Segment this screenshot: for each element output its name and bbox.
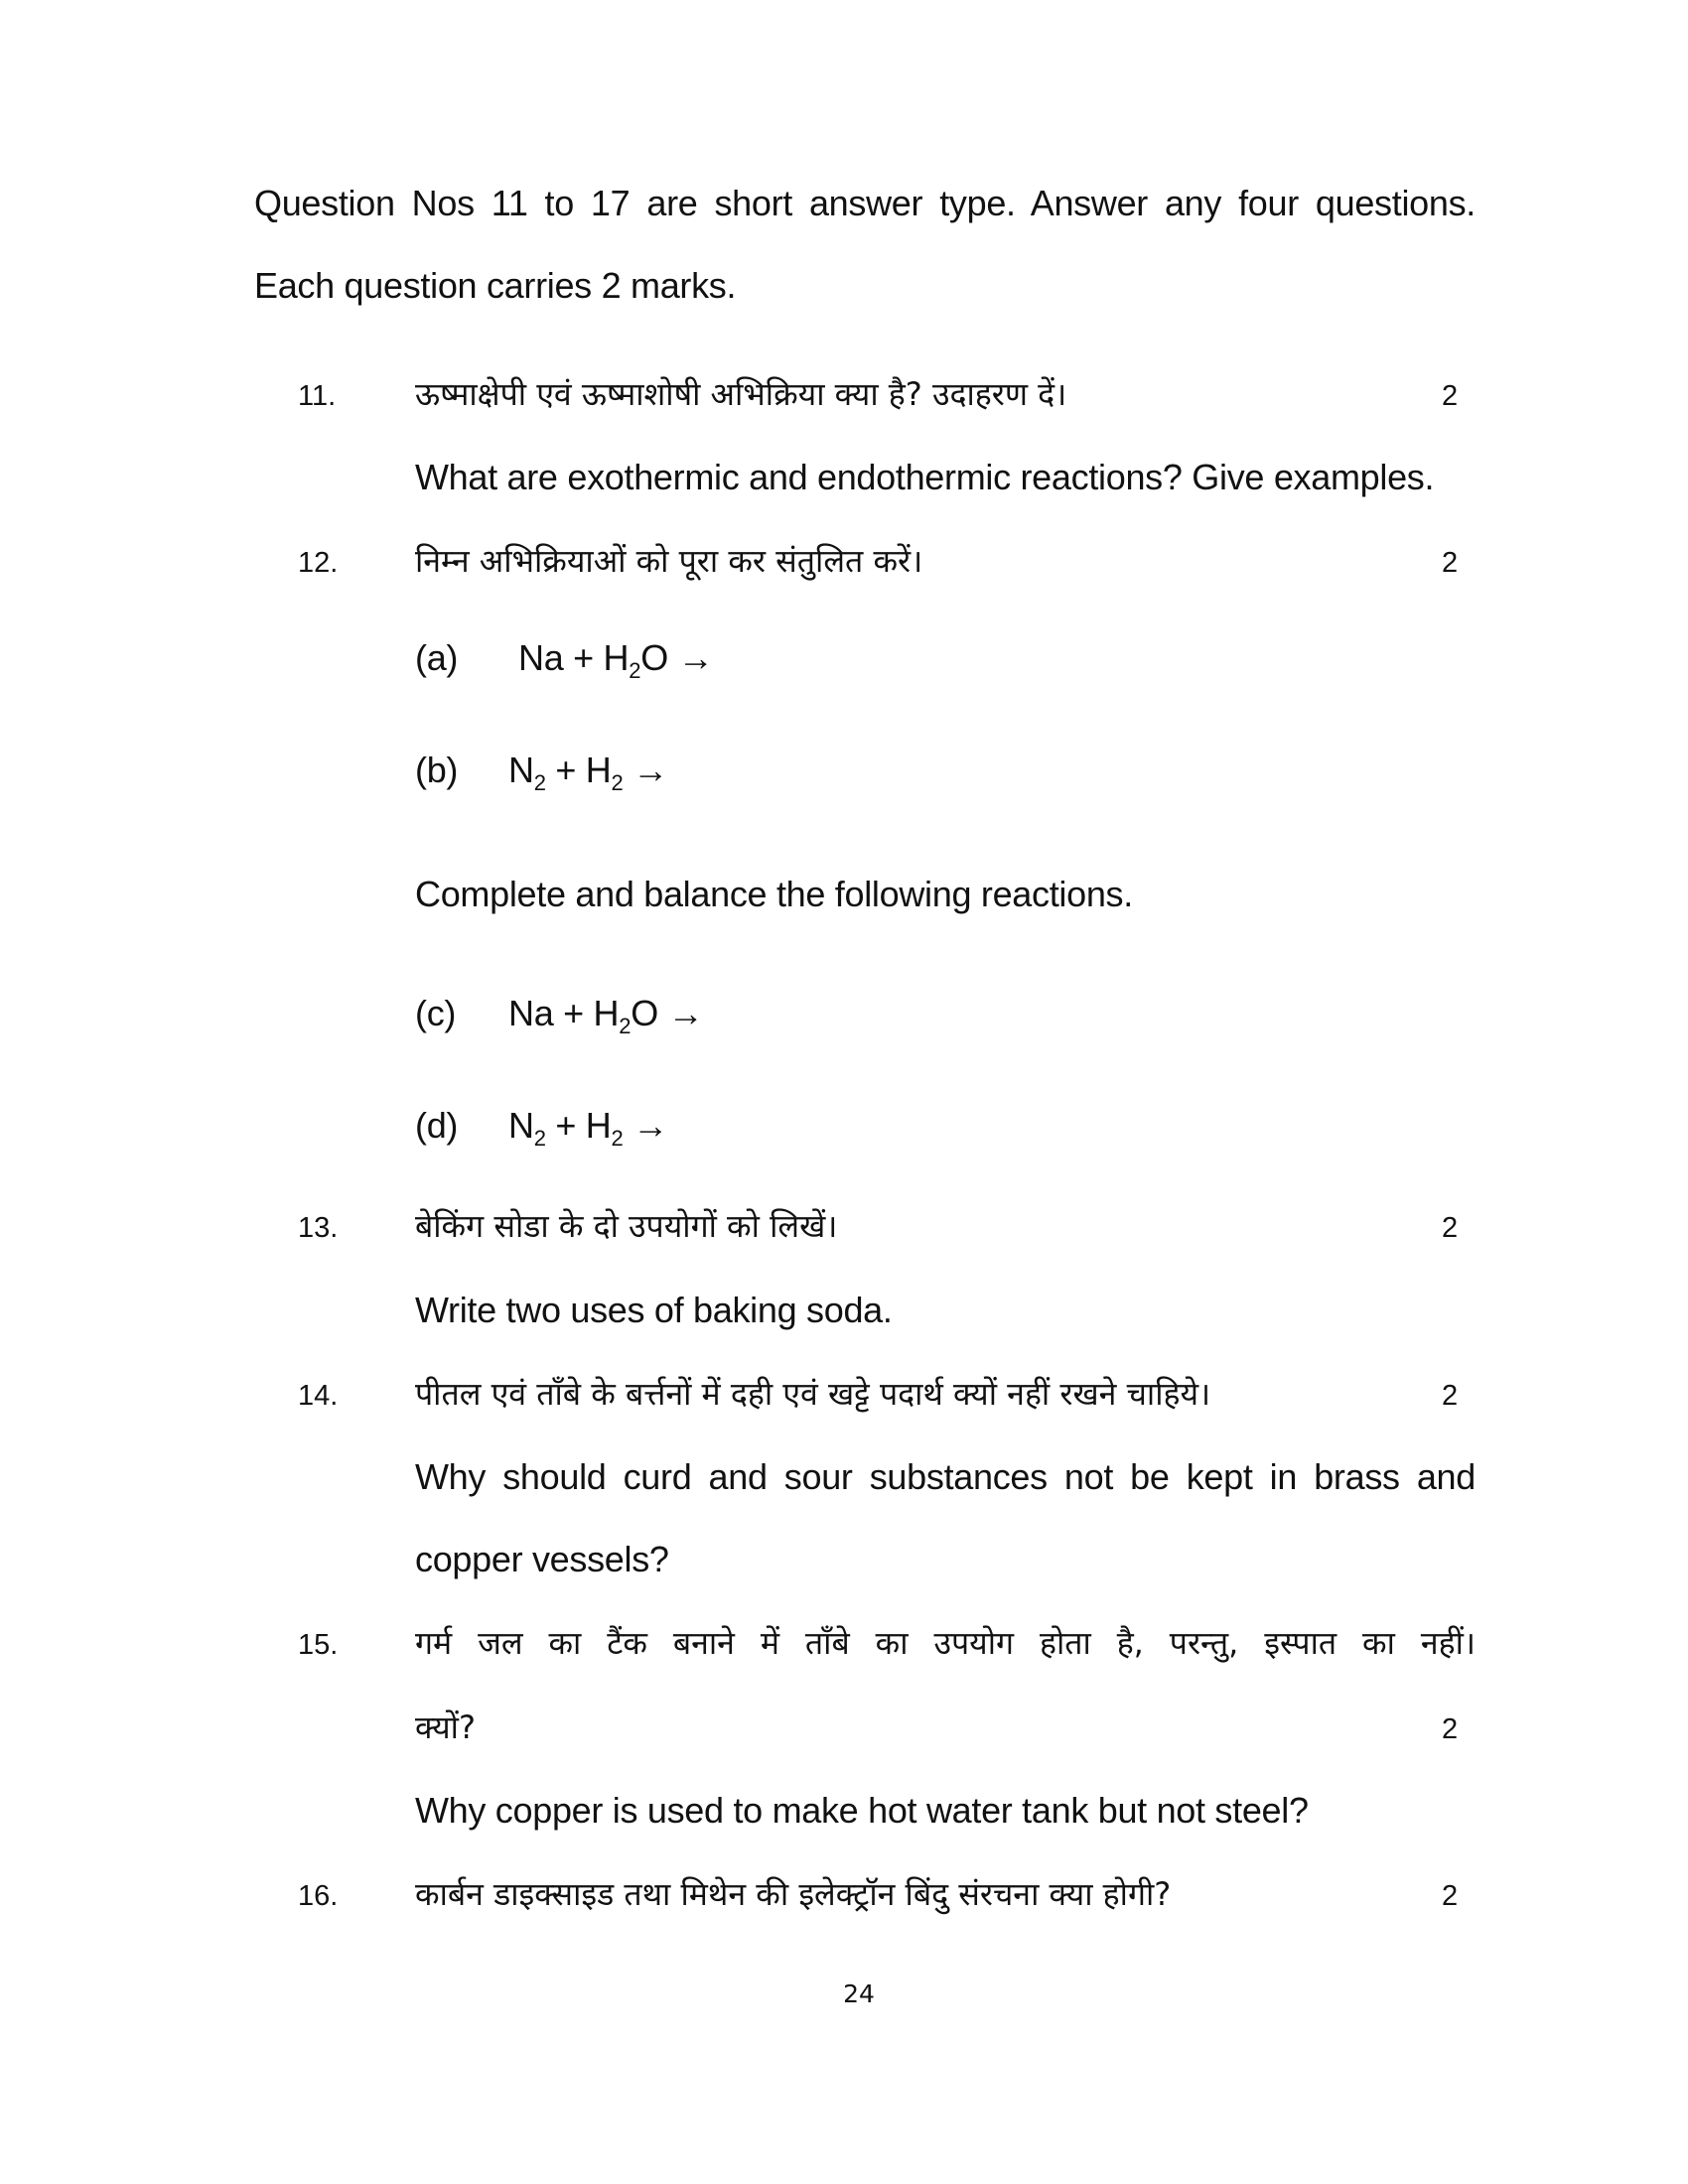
question-number: 14. (298, 1380, 339, 1412)
question-text-hindi: निम्न अभिक्रियाओं को पूरा कर संतुलित करें। (415, 542, 923, 580)
question-number: 15. (298, 1629, 339, 1661)
instructions-line-1: Question Nos 11 to 17 are short answer type. Answer any four questions. (254, 183, 1476, 223)
question-text-english-line-2: copper vessels? (415, 1539, 669, 1579)
question-number: 13. (298, 1212, 339, 1244)
question-marks: 2 (1442, 547, 1459, 579)
reaction-formula: $Na + H_2O$ → (518, 637, 714, 683)
question-text-hindi-line-2: क्यों? (415, 1708, 476, 1746)
reaction-item-d (415, 1104, 668, 1151)
question-text-hindi-line-1: गर्म जल का टैंक बनाने में ताँबे का उपयोग होता है, परन्तु, इस्पात का नहीं। (415, 1624, 1476, 1662)
question-text-hindi: बेकिंग सोडा के दो उपयोगों को लिखें। (415, 1207, 838, 1245)
question-marks: 2 (1442, 380, 1459, 412)
question-number: 16. (298, 1880, 339, 1912)
question-text-english-line-1: Why should curd and sour substances not be kept in brass and (415, 1456, 1476, 1497)
reaction-formula: $Na + H_2O$ → (508, 993, 704, 1038)
page-number: 24 (843, 1979, 875, 2008)
question-text-english: Complete and balance the following reactions. (415, 874, 1133, 914)
reaction-formula: $N_2 + H_2$ → (508, 1105, 668, 1151)
reaction-formula: $N_2 + H_2$ → (508, 750, 668, 795)
question-text-english: Why copper is used to make hot water tank but not steel? (415, 1790, 1309, 1831)
question-number: 12. (298, 547, 339, 579)
question-marks: 2 (1442, 1212, 1459, 1244)
reaction-item-a (415, 636, 714, 683)
question-text-english: Write two uses of baking soda. (415, 1290, 893, 1330)
reaction-label: (b) (415, 750, 459, 790)
question-text-english: What are exothermic and endothermic reactions? Give examples. (415, 457, 1435, 497)
reaction-label: (c) (415, 993, 457, 1033)
question-marks: 2 (1442, 1880, 1459, 1912)
reaction-label: (d) (415, 1105, 459, 1146)
reaction-item-c (415, 992, 704, 1038)
question-text-hindi: कार्बन डाइक्साइड तथा मिथेन की इलेक्ट्रॉन बिंदु संरचना क्या होगी? (415, 1875, 1172, 1913)
instructions-line-2: Each question carries 2 marks. (254, 265, 737, 306)
question-text-hindi: ऊष्माक्षेपी एवं ऊष्माशोषी अभिक्रिया क्या है? उदाहरण दें। (415, 375, 1067, 413)
reaction-label: (a) (415, 637, 459, 678)
question-marks: 2 (1442, 1380, 1459, 1412)
reaction-item-b (415, 749, 668, 795)
question-marks: 2 (1442, 1713, 1459, 1745)
question-text-hindi: पीतल एवं ताँबे के बर्त्तनों में दही एवं खट्टे पदार्थ क्यों नहीं रखने चाहिये। (415, 1375, 1211, 1413)
question-number: 11. (298, 380, 337, 412)
